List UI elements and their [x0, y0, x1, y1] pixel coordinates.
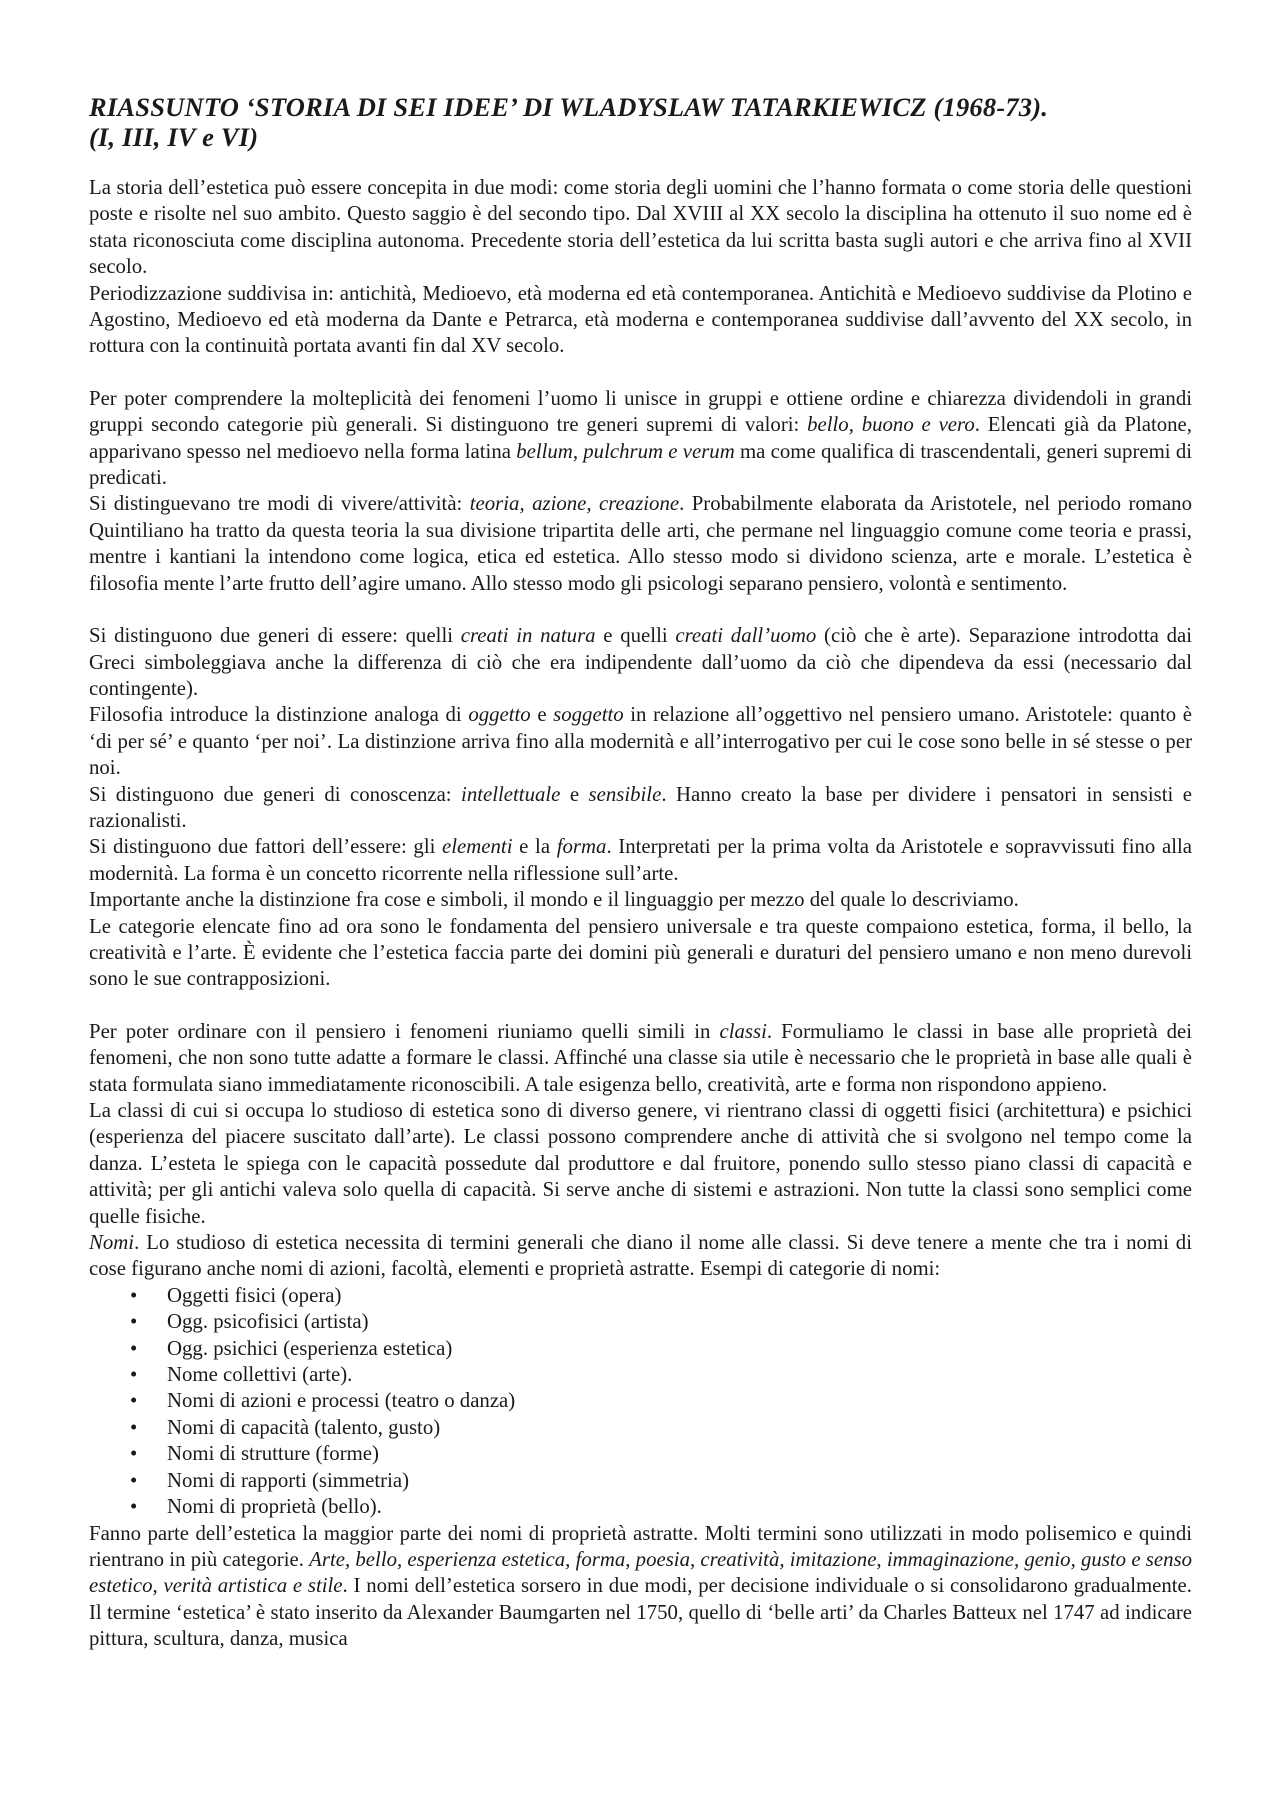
- list-item-text: Nomi di capacità (talento, gusto): [167, 1415, 441, 1439]
- list-item: [89, 1494, 1192, 1520]
- list-item: [89, 1283, 1192, 1309]
- document-body: [89, 175, 1192, 1653]
- closing-paragraph-container: [89, 1521, 1192, 1653]
- text-run: Si distinguevano tre modi di vivere/attività:: [89, 492, 470, 516]
- text-run: . Interpretati per la prima volta da Aristotele e sopravvissuti fino alla modernità. La forma è un concetto ricorrente nella riflessione sull’arte.: [89, 835, 1192, 885]
- text-run: e: [560, 782, 589, 806]
- paragraphs-container: [89, 175, 1192, 1283]
- document-title: [89, 92, 1192, 152]
- bullet-icon: •: [130, 1495, 138, 1519]
- list-item: [89, 1441, 1192, 1467]
- paragraph: [89, 834, 1192, 887]
- text-run: Filosofia introduce la distinzione analoga di: [89, 703, 469, 727]
- list-item-text: Ogg. psichici (esperienza estetica): [167, 1336, 453, 1360]
- list-item: [89, 1309, 1192, 1335]
- paragraph: [89, 1019, 1192, 1098]
- text-run: (ciò che è arte). Separazione introdotta dai Greci simboleggiava anche la differenza di ciò che era indipendente dall’uomo da ciò che dipendeva da essi (necessario dal contingente).: [89, 624, 1192, 700]
- text-run: Importante anche la distinzione fra cose e simboli, il mondo e il linguaggio per mezzo del quale lo descriviamo.: [89, 888, 1019, 912]
- text-run: . Hanno creato la base per dividere i pensatori in sensisti e razionalisti.: [89, 782, 1192, 832]
- text-run: in relazione all’oggettivo nel pensiero umano. Aristotele: quanto è ‘di per sé’ e quanto ‘per noi’. La distinzione arriva fino alla modernità e all’interrogativo per cui le cose sono belle in sé stesse o per noi.: [89, 703, 1192, 780]
- text-run: e la: [512, 835, 557, 859]
- title-line-2: (I, III, IV e VI): [89, 122, 259, 152]
- list-item: [89, 1388, 1192, 1414]
- paragraph-gap: [89, 993, 1192, 1019]
- bullet-icon: •: [130, 1363, 138, 1387]
- text-run: . Lo studioso di estetica necessita di termini generali che diano il nome alle classi. Si deve tenere a mente che tra i nomi di cose figurano anche nomi di azioni, facoltà, elementi e proprietà astratte. Esempi di categorie di nomi:: [89, 1231, 1192, 1281]
- list-item-text: Nome collettivi (arte).: [167, 1363, 353, 1387]
- paragraph-gap: [89, 360, 1192, 386]
- text-run: Per poter ordinare con il pensiero i fenomeni riuniamo quelli simili in: [89, 1019, 720, 1043]
- title-line-1: RIASSUNTO ‘STORIA DI SEI IDEE’ DI WLADYSLAW TATARKIEWICZ (1968-73).: [89, 92, 1049, 122]
- paragraph: [89, 1098, 1192, 1230]
- italic-text: sensibile: [588, 782, 662, 806]
- list-item-text: Nomi di rapporti (simmetria): [167, 1468, 409, 1492]
- italic-text: soggetto: [553, 703, 624, 727]
- document-page: [89, 92, 1192, 1653]
- italic-text: teoria, azione, creazione: [469, 492, 680, 516]
- paragraph: [89, 175, 1192, 281]
- paragraph: [89, 386, 1192, 492]
- text-run: e: [530, 703, 554, 727]
- list-item-text: Oggetti fisici (opera): [167, 1283, 342, 1307]
- list-item-text: Ogg. psicofisici (artista): [167, 1310, 369, 1334]
- list-item: [89, 1468, 1192, 1494]
- text-run: . Elencati già da Platone, apparivano spesso nel medioevo nella forma latina: [89, 413, 1192, 463]
- bullet-icon: •: [130, 1468, 138, 1492]
- paragraph: [89, 1521, 1192, 1653]
- italic-text: creati in natura: [460, 624, 596, 648]
- italic-text: classi: [719, 1019, 767, 1043]
- bullet-icon: •: [130, 1389, 138, 1413]
- text-run: e quelli: [595, 624, 676, 648]
- italic-text: Arte, bello, esperienza estetica, forma, poesia, creatività, imitazione, immaginazione, genio, gusto e senso estetico, verità artistica e stile: [89, 1547, 1193, 1598]
- bullet-icon: •: [130, 1310, 138, 1334]
- bullet-icon: •: [130, 1415, 138, 1439]
- italic-text: bello, buono e vero: [807, 413, 975, 437]
- italic-text: intellettuale: [461, 782, 561, 806]
- list-item: [89, 1336, 1192, 1362]
- italic-text: bellum, pulchrum e verum: [516, 439, 735, 463]
- bullet-icon: •: [130, 1336, 138, 1360]
- italic-text: forma: [556, 835, 607, 859]
- list-item-text: Nomi di strutture (forme): [167, 1442, 379, 1466]
- text-run: La storia dell’estetica può essere concepita in due modi: come storia degli uomini che l’hanno formata o come storia delle questioni poste e risolte nel suo ambito. Questo saggio è del secondo tipo. Dal XVIII al XX secolo la disciplina ha ottenuto il suo nome ed è stata riconosciuta come disciplina autonoma. Precedente storia dell’estetica da lui scritta basta sugli autori e che arriva fino al XVII secolo.: [89, 176, 1192, 279]
- bullet-icon: •: [130, 1283, 138, 1307]
- list-item-text: Nomi di proprietà (bello).: [167, 1495, 382, 1519]
- paragraph: [89, 491, 1192, 597]
- italic-text: Nomi: [89, 1231, 135, 1255]
- list-item: [89, 1415, 1192, 1441]
- paragraph-gap: [89, 597, 1192, 623]
- text-run: ma come qualifica di trascendentali, generi supremi di predicati.: [89, 439, 1193, 490]
- text-run: . Formuliamo le classi in base alle proprietà dei fenomeni, che non sono tutte adatte a formare le classi. Affinché una classe sia utile è necessario che le proprietà in base alle quali è stata formulata siano immediatamente riconoscibili. A tale esigenza bello, creatività, arte e forma non rispondono appieno.: [89, 1019, 1192, 1096]
- italic-text: creati dall’uomo: [675, 624, 817, 648]
- text-run: . I nomi dell’estetica sorsero in due modi, per decisione individuale o si consolidarono gradualmente. Il termine ‘estetica’ è stato inserito da Alexander Baumgarten nel 1750, quello di ‘belle arti’ da Charles Batteux nel 1747 ad indicare pittura, scultura, danza, musica: [89, 1574, 1192, 1651]
- text-run: Le categorie elencate fino ad ora sono le fondamenta del pensiero universale e tra queste compaiono estetica, forma, il bello, la creatività e l’arte. È evidente che l’estetica faccia parte dei domini più generali e duraturi del pensiero umano e non meno durevoli sono le sue contrapposizioni.: [89, 914, 1192, 991]
- paragraph: [89, 914, 1192, 993]
- text-run: . Probabilmente elaborata da Aristotele, nel periodo romano Quintiliano ha tratto da questa teoria la sua divisione tripartita delle arti, che permane nel linguaggio comune come teoria e prassi, mentre i kantiani la intendono come logica, etica ed estetica. Allo stesso modo si dividono scienza, arte e morale. L’estetica è filosofia mente l’arte frutto dell’agire umano. Allo stesso modo gli psicologi separano pensiero, volontà e sentimento.: [89, 492, 1192, 595]
- paragraph: [89, 1230, 1192, 1283]
- italic-text: oggetto: [468, 703, 531, 727]
- list-item-text: Nomi di azioni e processi (teatro o danza): [167, 1389, 516, 1413]
- paragraph: [89, 702, 1192, 781]
- italic-text: elementi: [442, 835, 513, 859]
- bullet-icon: •: [130, 1442, 138, 1466]
- text-run: Si distinguono due generi di essere: quelli: [89, 624, 461, 648]
- paragraph: [89, 887, 1192, 913]
- paragraph: [89, 281, 1192, 360]
- text-run: Si distinguono due generi di conoscenza:: [89, 782, 462, 806]
- list-item: [89, 1362, 1192, 1388]
- paragraph: [89, 782, 1192, 835]
- text-run: La classi di cui si occupa lo studioso di estetica sono di diverso genere, vi rientrano classi di oggetti fisici (architettura) e psichici (esperienza del piacere suscitato dall’arte). Le classi possono comprendere anche di attività che si svolgono nel tempo come la danza. L’esteta le spiega con le capacità possedute dal produttore e dal fruitore, ponendo sullo stesso piano classi di capacità e attività; per gli antichi valeva solo quella di capacità. Si serve anche di sistemi e astrazioni. Non tutte la classi sono semplici come quelle fisiche.: [89, 1099, 1192, 1228]
- text-run: Per poter comprendere la molteplicità dei fenomeni l’uomo li unisce in gruppi e ottiene ordine e chiarezza dividendoli in grandi gruppi secondo categorie più generali. Si distinguono tre generi supremi di valori:: [89, 386, 1192, 437]
- text-run: Fanno parte dell’estetica la maggior parte dei nomi di proprietà astratte. Molti termini sono utilizzati in modo polisemico e quindi rientrano in più categorie.: [89, 1521, 1192, 1571]
- bullet-list: [89, 1283, 1192, 1521]
- paragraph: [89, 623, 1192, 702]
- text-run: Periodizzazione suddivisa in: antichità, Medioevo, età moderna ed età contemporanea. Antichità e Medioevo suddivise da Plotino e Agostino, Medioevo ed età moderna da Dante e Petrarca, età moderna e contemporanea suddivise dall’avvento del XX secolo, in rottura con la continuità portata avanti fin dal XV secolo.: [89, 281, 1192, 358]
- text-run: Si distinguono due fattori dell’essere: gli: [89, 835, 443, 859]
